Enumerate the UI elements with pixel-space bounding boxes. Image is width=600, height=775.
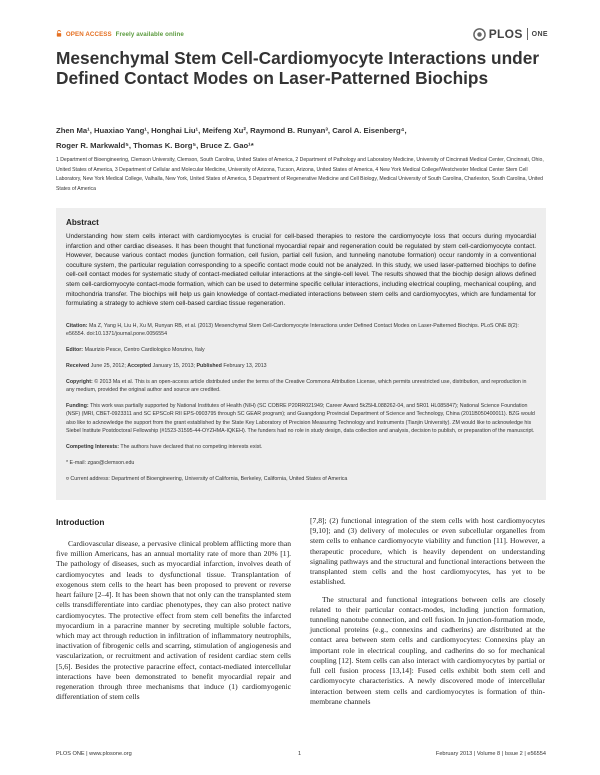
article-title: Mesenchymal Stem Cell-Cardiomyocyte Interactions under Defined Contact Modes on Laser-Patterned Biochips (56, 48, 540, 88)
introduction-text-left (56, 539, 291, 703)
abstract-text: Understanding how stem cells interact with cardiomyocytes is crucial for cell-based therapies to restore the cardiomyocyte loss that occurs during myocardial infarction and other cardiac diseases. It has been thought that functional myocardial repair and regeneration could be regulated by stem cell-cardiomyocyte contact. However, because various contact modes (junction formation, cell fusion, partial cell fusion, and tunneling nanotube formation) occur randomly in a conventional coculture system, the particular regulation corresponding to a specific contact mode could not be analyzed. In this study, we used laser-patterned biochips to define cell-cell contact modes for systematic study of contact-mediated cellular interactions at the single-cell level. The results showed that the biochip design allows defined stem cell-cardiomyocyte contact-mode formation, which can be used to determine specific cellular interactions, including electrical coupling, mechanical coupling, and mitochondria transfer. The biochips will help us gain knowledge of contact-mediated interactions between stem cells and cardiomyocytes, which are fundamental for formulating a strategy to achieve stem cell-based cardiac tissue regeneration. (66, 233, 536, 308)
page-footer (56, 751, 546, 761)
current-address-line: ¤ Current address: Department of Bioengineering, University of California, Berkeley, California, United States of America (66, 475, 348, 482)
authors-line-1: Zhen Ma¹, Huaxiao Yang¹, Honghai Liu¹, Meifeng Xu², Raymond B. Runyan³, Carol A. Eisenberg⁴, (56, 126, 407, 135)
authors-line-2: Roger R. Markwald⁵, Thomas K. Borg⁵, Bruce Z. Gao¹* (56, 140, 254, 150)
body-column-left (56, 516, 291, 703)
funding-text: This work was partially supported by National Institutes of Health (NIH) (SC COBRE P20RR021949; Career Award 5k25HL088262-04, and 5R01 HL085847); National Science Foundation (NSF) (MRI, CBET-0923311 and SC EPSCoR RII EPS-0903795 through SC GEAR program); and Guangdong Provincial Department of Science and Technology, China (2011B050400011). BZG would also like to acknowledge the support from the grant established by the State Key Laboratory of Precision Measuring Technology and Instruments (Tianjin University). ZM would like to acknowledge his Siebel Institute Postdoctoral Fellowship (#1523-31595-44-OYZHMA-IQKEH). The funders had no role in study design, data collection and analysis, decision to publish, or preparation of the manuscript. (66, 403, 535, 434)
funding-label: Funding: (66, 403, 89, 410)
introduction-text-right (310, 516, 545, 707)
intro-paragraph-2: The structural and functional integrations between cells are closely related to their particular contact-modes, including junction formation, tunneling nanotube connection, and cell fusion. In junction-formation mode, junctional proteins (e.g., connexins and cadherins) are distributed at the contact area between stem cells and cardiomyocytes: Connexins play an important role in electrical coupling, and cadherins do so for mechanical coupling [12]. Stem cells can also interact with cardiomyocytes by partial or full cell fusion process [13,14]: Fused cells exhibit both stem cell and cardiomyocyte characteristics. A newly discovered mode of intercellular interaction between stem cells and cardiomyocytes is formation of thin-membrane channels (310, 594, 545, 706)
citation-text: Ma Z, Yang H, Liu H, Xu M, Runyan RB, et al. (2013) Mesenchymal Stem Cell-Cardiomyocyte Interactions under Defined Contact Modes on Laser-Patterned Biochips. PLoS ONE 8(2): e56554. doi:10.1371/journal.pone.0056554 (66, 322, 519, 337)
page-number: 1 (298, 751, 302, 757)
editor-text: Maurizio Pesce, Centro Cardiologico Monzino, Italy (84, 346, 205, 353)
logo-subtext: ONE (531, 30, 548, 38)
competing-text: The authors have declared that no competing interests exist. (120, 443, 263, 450)
journal-header (56, 24, 548, 46)
introduction-heading: Introduction (56, 517, 105, 527)
published-date: February 13, 2013 (223, 363, 267, 370)
copyright-block (66, 378, 536, 394)
copyright-text: © 2013 Ma et al. This is an open-access article distributed under the terms of the Creative Commons Attribution License, which permits unrestricted use, distribution, and reproduction in any medium, provided the original author and source are credited. (66, 379, 527, 394)
plos-logo-icon (473, 28, 486, 41)
funding-block (66, 402, 536, 434)
logo-text: PLOS (488, 27, 523, 41)
abstract-box (56, 208, 546, 500)
paragraph-gap (310, 588, 545, 595)
accepted-label: Accepted (127, 363, 152, 370)
editor-label: Editor: (66, 346, 84, 353)
logo-divider (527, 28, 528, 40)
copyright-label: Copyright: (66, 379, 93, 386)
intro-paragraph-1-continued: [7,8]; (2) functional integration of the stem cells with host cardiomyocytes [9,10]; and (3) delivery of molecules or even subcellular organelles from stem cells to enhance cardiomyocyte viability and function [11]. However, a therapeutic procedure, which is heavily dependent on understanding signaling pathways and the structural and functional interactions between the transplanted stem cells and the host cardiomyocytes, has yet to be established. (310, 516, 545, 587)
free-online-text: Freely available online (115, 31, 184, 38)
open-access-badge (56, 30, 184, 38)
body-column-right (310, 516, 545, 707)
editor-block (66, 346, 536, 354)
intro-paragraph-1: Cardiovascular disease, a pervasive clinical problem afflicting more than five million Americans, has an annual mortality rate of more than 20% [1]. The pathology of diseases, such as myocardial infarction, involves death of cardiomyocytes and leads to dysfunctional tissue. Transplantation of exogenous stem cells to the heart has been proposed to prevent or reverse heart failure [2–4]. It has been shown that not only can the transplanted stem cells transdifferentiate into cardiac phenotypes, they can also protect native cardiomyocytes. The protective effect from stem cell benefits the infarcted myocardium in a paracrine manner by secreting multiple soluble factors, which may act through reduction in infiltration of inflammatory neutrophils, inactivation of fibrogenic cells and scarring, stimulation of angiogenesis and vascularization, or recruitment and activation of resident cardiac stem cells [5,6]. Besides the protective paracrine effect, contact-mediated intercellular interactions have been demonstrated to benefit myocardial repair and regeneration through three mechanisms that induce (1) cardiomyogenic differentiation of stem cells (56, 539, 291, 702)
citation-block (66, 322, 536, 338)
plos-one-logo (473, 24, 548, 44)
access-word: ACCESS (85, 31, 112, 38)
received-label: Received (66, 363, 90, 370)
open-lock-icon (56, 30, 62, 37)
footer-journal: PLOS ONE | www.plosone.org (56, 751, 132, 757)
footer-issue-info: February 2013 | Volume 8 | Issue 2 | e56554 (435, 751, 546, 757)
author-list (56, 124, 546, 153)
open-word: OPEN (65, 31, 84, 38)
email-line: * E-mail: zgao@clemson.edu (66, 459, 135, 466)
competing-label: Competing Interests: (66, 443, 119, 450)
received-date: June 25, 2012; (90, 363, 126, 370)
abstract-heading: Abstract (66, 218, 99, 227)
citation-label: Citation: (66, 322, 88, 329)
competing-interests-block (66, 443, 536, 451)
accepted-date: January 15, 2013; (152, 363, 196, 370)
dates-block (66, 362, 536, 370)
published-label: Published (196, 363, 222, 370)
affiliations: 1 Department of Bioengineering, Clemson University, Clemson, South Carolina, United States of America, 2 Department of Pathology and Laboratory Medicine, University of Cincinnati Medical Center, Cincinnati, Ohio, United States of America, 3 Department of Cellular and Molecular Medicine, University of Arizona, Tucson, Arizona, United States of America, 4 New York Medical College/Westchester Medical Center Stem Cell Laboratory, New York Medical College, Valhalla, New York, United States of America, 5 Department of Regenerative Medicine and Cell Biology, Medical University of South Carolina, Charleston, South Carolina, United States of America (56, 157, 544, 192)
